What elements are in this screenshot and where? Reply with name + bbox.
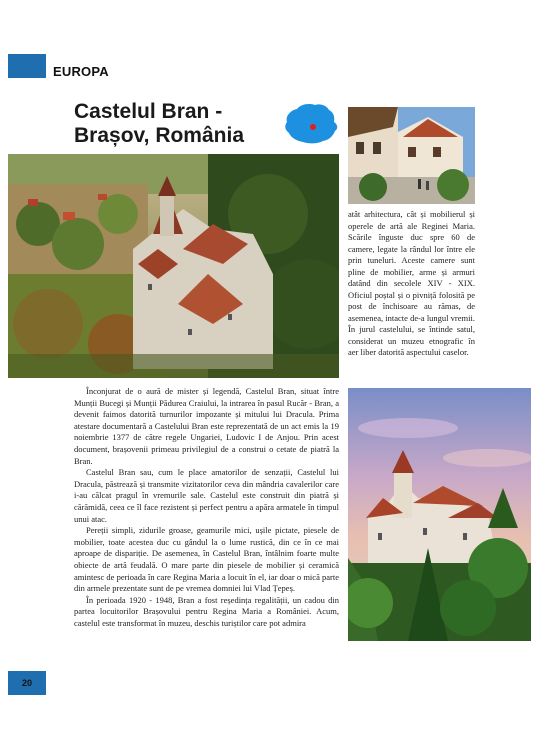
castle-sunset-photo	[348, 388, 531, 641]
romania-map-shape	[285, 104, 337, 143]
article-paragraph: Înconjurat de o aură de mister și legendă, Castelul Bran, situat între Munții Bucegi și Munții Pădurea Craiului, la intrarea în pasul Rucăr - Bran, a devenit faimos datorită turnurilor impozante și mitului lui Dracula. Prima atestare documentară a Castelului Bran este reprezentată de un act emis la 19 noiembrie 1377 de către regele Ungariei, Ludovic I de Anjou. Prin acest document, brașovenii primeau privilegiul de a construi o cetate de piatră la Bran.	[74, 386, 339, 466]
article-title: Castelul Bran - Brașov, România	[74, 100, 244, 147]
castle-courtyard-photo	[348, 107, 475, 204]
section-label: EUROPA	[53, 64, 109, 79]
section-marker	[8, 54, 46, 78]
bran-marker	[310, 124, 316, 130]
side-column-text: atât arhitectura, cât și mobilierul și operele de artă ale Reginei Maria. Scările înguste duc spre 60 de camere, legate la rândul lor între ele prin tuneluri. Aceste camere sunt pline de mobilier, arme și armuri datând din secolele XIV - XIX. Oficiul poștal și o pivniță folosită pe post de închisoare au rămas, de asemenea, intacte de-a lungul vremii. În jurul castelului, se întinde satul, considerat un muzeu etnografic în aer liber datorită aspectului caselor.	[348, 209, 475, 357]
page-number: 20	[21, 678, 32, 688]
article-paragraph: Castelul Bran sau, cum le place amatorilor de senzații, Castelul lui Dracula, păstrează și transmite vizitatorilor ceva din mândria cavalerilor care i-au călcat pragul în vremurile sale. Castelul este construit din piatră și cărămidă, ceea ce îl face rezistent și perfect pentru a apăra armatele în timpul unui atac.	[74, 467, 339, 524]
castle-aerial-photo	[8, 154, 339, 378]
article-paragraph: Pereții simpli, zidurile groase, geamurile mici, ușile pictate, piesele de mobilier, toate acestea duc cu gândul la o lume rustică, din ce în ce mai aproape de dispariție. De asemenea, în Castelul Bran, întâlnim foarte multe obiecte de artă feudală. O mare parte din piesele de mobilier și ceramică amintesc de perioada în care Regina Maria a locuit în el, iar doar o mică parte din armele prezentate sunt de pe vremea domniei lui Vlad Țepeș.	[74, 525, 339, 594]
romania-map-icon	[279, 100, 343, 148]
article-paragraph: În perioada 1920 - 1948, Bran a fost reședința regalității, un cadou din partea locuitorilor Brașovului pentru Regina Maria a României. Acum, castelul este transformat în muzeu, deschis turiștilor care pot admira	[74, 594, 339, 628]
article-body	[74, 386, 339, 629]
